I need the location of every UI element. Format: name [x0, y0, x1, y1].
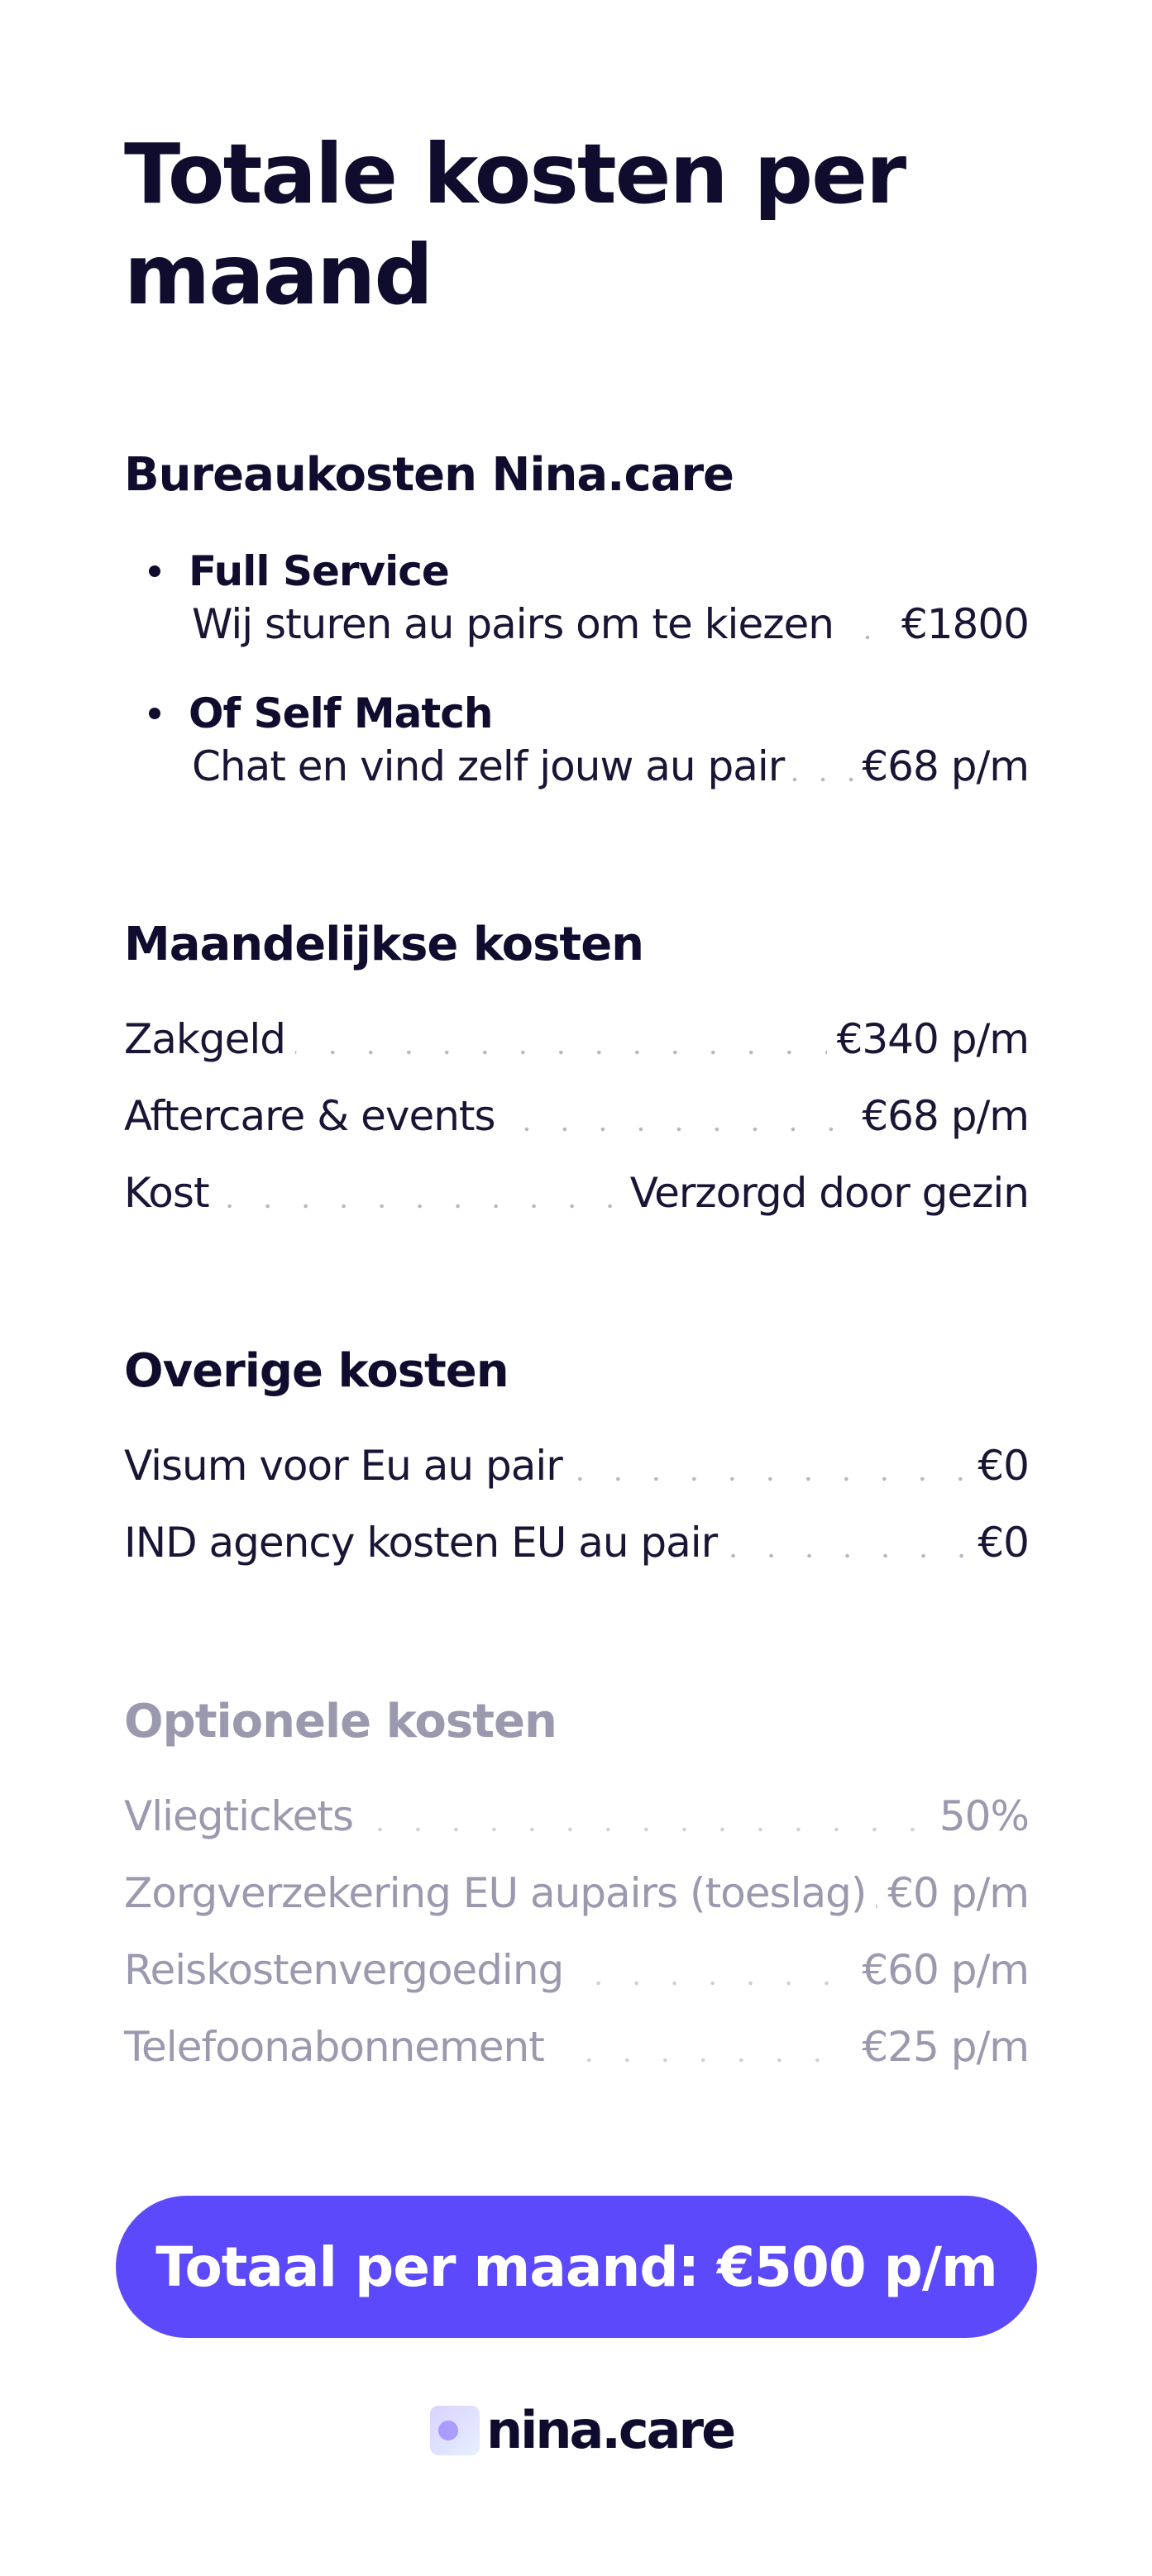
cost-label: IND agency kosten EU au pair — [124, 1519, 718, 1567]
dotted-leader — [363, 1825, 930, 1834]
page-title: Totale kosten per maand — [124, 126, 906, 323]
dotted-leader — [572, 1475, 968, 1483]
option-description: Chat en vind zelf jouw au pair — [192, 742, 785, 790]
dotted-leader — [295, 1048, 827, 1057]
other-costs-heading: Overige kosten — [124, 1344, 509, 1398]
cost-value: €25 p/m — [862, 2023, 1029, 2071]
bullet-icon — [149, 708, 160, 719]
cost-value: €340 p/m — [836, 1015, 1029, 1063]
option-price: €1800 — [901, 600, 1029, 648]
cost-row-health-insurance — [124, 1864, 1029, 1922]
cost-value: €0 — [978, 1442, 1029, 1490]
bullet-icon — [149, 565, 160, 577]
cost-label: Kost — [124, 1169, 209, 1217]
dotted-leader — [792, 775, 853, 784]
cost-row-visa — [124, 1437, 1029, 1495]
cost-value: €0 p/m — [887, 1869, 1029, 1917]
cost-value: 50% — [939, 1792, 1029, 1840]
cost-row-flight-tickets — [124, 1787, 1029, 1845]
cost-label: Aftercare & events — [124, 1092, 495, 1140]
dotted-leader — [554, 2056, 853, 2064]
option-title: Of Self Match — [189, 689, 493, 737]
logo-text: nina.care — [486, 2400, 734, 2460]
cost-row-travel-allowance — [124, 1941, 1029, 1999]
monthly-costs-heading: Maandelijkse kosten — [124, 918, 644, 971]
option-price: €68 p/m — [862, 742, 1029, 790]
dotted-leader — [505, 1125, 853, 1133]
option-title: Full Service — [189, 547, 449, 595]
dotted-leader — [842, 633, 893, 642]
dotted-leader — [573, 1979, 852, 1987]
dotted-leader — [876, 1902, 877, 1911]
cost-label: Reiskostenvergoeding — [124, 1946, 564, 1994]
agency-costs-heading: Bureaukosten Nina.care — [124, 448, 734, 502]
cost-label: Vliegtickets — [124, 1792, 354, 1840]
nina-care-logo-icon — [430, 2406, 480, 2455]
cost-label: Zakgeld — [124, 1015, 285, 1063]
cost-label: Visum voor Eu au pair — [124, 1442, 562, 1490]
cost-row-aftercare — [124, 1087, 1029, 1145]
optional-costs-heading: Optionele kosten — [124, 1695, 557, 1748]
dotted-leader — [219, 1202, 620, 1210]
cost-row-pocket-money — [124, 1010, 1029, 1068]
cost-row-ind-agency — [124, 1514, 1029, 1572]
cost-value: Verzorgd door gezin — [629, 1169, 1029, 1217]
cost-label: Zorgverzekering EU aupairs (toeslag) — [124, 1869, 867, 1917]
cost-value: €60 p/m — [862, 1946, 1029, 1994]
cost-value: €0 — [978, 1519, 1029, 1567]
cost-value: €68 p/m — [862, 1092, 1029, 1140]
nina-care-logo — [430, 2397, 734, 2464]
dotted-leader — [727, 1552, 968, 1560]
cost-label: Telefoonabonnement — [124, 2023, 544, 2071]
cost-row-phone-subscription — [124, 2018, 1029, 2076]
option-description: Wij sturen au pairs om te kiezen — [192, 600, 834, 648]
cost-row-board — [124, 1164, 1029, 1222]
total-per-month-button[interactable]: Totaal per maand: €500 p/m — [116, 2196, 1037, 2338]
